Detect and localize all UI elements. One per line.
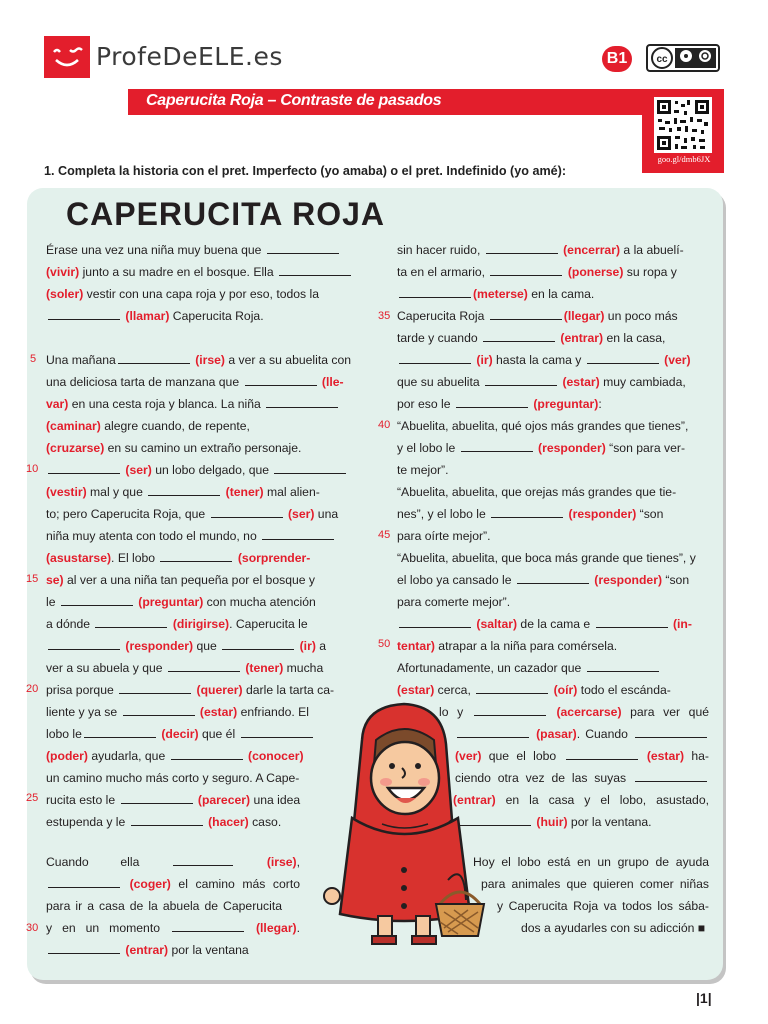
answer-blank[interactable] <box>168 662 240 672</box>
story-line: “Abuelita, abuelita, que boca más grande que tienes”, y <box>397 551 696 565</box>
line-number: 45 <box>378 529 391 541</box>
story-line: (cruzarse) en su camino un extraño personaje. <box>46 441 302 455</box>
answer-blank[interactable] <box>123 706 195 716</box>
verb-hint: (sorprender- <box>237 551 311 565</box>
verb-hint: (coger) <box>129 877 171 891</box>
verb-hint: (entrar) <box>125 943 169 957</box>
story-line: (estar) cerca, (oír) todo el escánda- <box>397 683 671 697</box>
answer-blank[interactable] <box>483 332 555 342</box>
verb-hint: (vestir) <box>46 485 87 499</box>
story-line: to; pero Caperucita Roja, que (ser) una <box>46 507 339 521</box>
verb-hint: (preguntar) <box>138 595 204 609</box>
verb-hint: (hacer) <box>208 815 249 829</box>
story-line: (meterse) en la cama. <box>397 287 594 301</box>
story-line: liente y ya se (estar) enfriando. El <box>46 705 310 719</box>
story-line: Hoy el lobo está en un grupo de ayuda <box>473 855 709 869</box>
answer-blank[interactable] <box>461 442 533 452</box>
story-line: Afortunadamente, un cazador que <box>397 661 661 675</box>
verb-hint: (ser) <box>288 507 315 521</box>
verb-hint: (pasar) <box>536 727 577 741</box>
answer-blank[interactable] <box>171 750 243 760</box>
line-number: 5 <box>30 353 37 365</box>
answer-blank[interactable] <box>211 508 283 518</box>
verb-hint: (estar) <box>199 705 238 719</box>
verb-hint: (responder) <box>125 639 194 653</box>
story-line: (entrar) en la casa y el lobo, asustado, <box>453 793 709 807</box>
answer-blank[interactable] <box>587 354 659 364</box>
story-line: prisa porque (querer) darle la tarta ca- <box>46 683 335 697</box>
answer-blank[interactable] <box>48 878 120 888</box>
story-line: “Abuelita, abuelita, qué ojos más grandes que tienes”, <box>397 419 689 433</box>
story-line: (saltar) de la cama e (in- <box>397 617 692 631</box>
verb-hint: (ir) <box>299 639 316 653</box>
story-line: Una mañana (irse) a ver a su abuelita con <box>46 353 352 367</box>
story-line: ver a su abuela y que (tener) mucha <box>46 661 324 675</box>
verb-hint: (vivir) <box>46 265 80 279</box>
story-line: ta en el armario, (ponerse) su ropa y <box>397 265 677 279</box>
verb-hint: (estar) <box>397 683 435 697</box>
verb-hint: (ir) <box>476 353 493 367</box>
answer-blank[interactable] <box>399 288 471 298</box>
level-badge: B1 <box>602 46 632 72</box>
story-line: (llamar) Caperucita Roja. <box>46 309 264 323</box>
verb-hint: (tener) <box>225 485 264 499</box>
answer-blank[interactable] <box>121 794 193 804</box>
line-number: 10 <box>26 463 39 475</box>
story-line: sin hacer ruido, (encerrar) a la abuelí- <box>397 243 684 257</box>
story-line: te mejor”. <box>397 463 449 477</box>
story-line: tentar) atrapar a la niña para comérsela. <box>397 639 618 653</box>
answer-blank[interactable] <box>279 266 351 276</box>
answer-blank[interactable] <box>399 618 471 628</box>
svg-text:cc: cc <box>656 54 668 65</box>
story-line: niña muy atenta con todo el mundo, no <box>46 529 336 543</box>
answer-blank[interactable] <box>148 486 220 496</box>
smile-icon <box>44 36 90 78</box>
answer-blank[interactable] <box>490 310 562 320</box>
line-number: 35 <box>378 310 391 322</box>
verb-hint: (tener) <box>245 661 284 675</box>
story-line: (vivir) junto a su madre en el bosque. Ella <box>46 265 353 279</box>
verb-hint: (ser) <box>125 463 152 477</box>
story-line: (ser) un lobo delgado, que <box>46 463 348 477</box>
story-line: (poder) ayudarla, que (conocer) <box>46 749 304 763</box>
verb-hint: (saltar) <box>476 617 518 631</box>
story-line: y Caperucita Roja va todos los sába- <box>497 899 709 913</box>
story-line: var) en una cesta roja y blanca. La niña <box>46 397 340 411</box>
story-line: (huir) por la ventana. <box>457 815 709 829</box>
verb-hint: (poder) <box>46 749 88 763</box>
qr-url[interactable]: goo.gl/dmb6JX <box>657 154 711 164</box>
story-line: (ver) que el lobo (estar) ha- <box>455 749 709 763</box>
story-line: que su abuelita (estar) muy cambiada, <box>397 375 686 389</box>
story-line: (asustarse). El lobo (sorprender- <box>46 551 311 565</box>
story-line: (pasar). Cuando <box>455 727 709 741</box>
story-line: “Abuelita, abuelita, que orejas más grandes que tie- <box>397 485 677 499</box>
verb-hint: (ponerse) <box>567 265 624 279</box>
verb-hint: (llegar) <box>563 309 605 323</box>
verb-hint: (oír) <box>553 683 578 697</box>
brand-logo <box>44 36 90 78</box>
verb-hint: (lle- <box>321 375 344 389</box>
answer-blank[interactable] <box>587 662 659 672</box>
story-line: rucita esto le (parecer) una idea <box>46 793 301 807</box>
verb-hint: (ver) <box>664 353 691 367</box>
answer-blank[interactable] <box>245 376 317 386</box>
little-red-riding-hood-illustration <box>312 700 492 946</box>
answer-blank[interactable] <box>266 398 338 408</box>
verb-hint: (in- <box>672 617 692 631</box>
story-line: (responder) que (ir) a <box>46 639 326 653</box>
story-line: (ir) hasta la cama y (ver) <box>397 353 691 367</box>
line-number: 40 <box>378 419 391 431</box>
story-line: para ir a casa de la abuela de Caperucita <box>46 899 282 913</box>
story-line: a dónde (dirigirse). Caperucita le <box>46 617 308 631</box>
verb-hint: (responder) <box>594 573 663 587</box>
story-line: (vestir) mal y que (tener) mal alien- <box>46 485 320 499</box>
story-line: (coger) el camino más corto <box>46 877 300 891</box>
story-line: tarde y cuando (entrar) en la casa, <box>397 331 666 345</box>
line-number: 15 <box>26 573 39 585</box>
verb-hint: (asustarse) <box>46 551 112 565</box>
answer-blank[interactable] <box>119 684 191 694</box>
story-line: para comerte mejor”. <box>397 595 511 609</box>
verb-hint: (caminar) <box>46 419 101 433</box>
qr-code-icon[interactable] <box>654 97 712 153</box>
verb-hint: (preguntar) <box>533 397 599 411</box>
verb-hint: (cruzarse) <box>46 441 105 455</box>
story-line: (soler) vestir con una capa roja y por eso, todos la <box>46 287 320 301</box>
verb-hint: (estar) <box>646 749 685 763</box>
answer-blank[interactable] <box>131 816 203 826</box>
answer-blank[interactable] <box>491 508 563 518</box>
verb-hint: (entrar) <box>453 793 496 807</box>
verb-hint: (encerrar) <box>563 243 621 257</box>
story-line: estupenda y le (hacer) caso. <box>46 815 282 829</box>
answer-blank[interactable] <box>476 684 548 694</box>
verb-hint: (irse) <box>266 855 297 869</box>
story-line: un camino mucho más corto y seguro. A Cape- <box>46 771 300 785</box>
verb-hint: (meterse) <box>473 287 528 301</box>
answer-blank[interactable] <box>241 728 313 738</box>
verb-hint: se) <box>46 573 64 587</box>
story-line: Caperucita Roja (llegar) un poco más <box>397 309 678 323</box>
verb-hint: (soler) <box>46 287 84 301</box>
story-line: lo y (acercarse) para ver qué <box>439 705 710 719</box>
story-line: lobo le (decir) que él <box>46 727 315 741</box>
page-number: |1| <box>696 990 712 1006</box>
line-number: 50 <box>378 638 391 650</box>
line-number: 20 <box>26 683 39 695</box>
story-line: le (preguntar) con mucha atención <box>46 595 316 609</box>
answer-blank[interactable] <box>456 398 528 408</box>
story-line: Érase una vez una niña muy buena que <box>46 243 341 257</box>
story-line: para animales que quieren comer niñas <box>481 877 709 891</box>
brand-name: ProfeDeELE.es <box>96 42 283 71</box>
answer-blank[interactable] <box>267 244 339 254</box>
instruction: 1. Completa la historia con el pret. Imperfecto (yo amaba) o el pret. Indefinido (yo amé): <box>44 164 567 178</box>
answer-blank[interactable] <box>118 354 190 364</box>
story-line: una deliciosa tarta de manzana que (lle- <box>46 375 344 389</box>
answer-blank[interactable] <box>635 728 707 738</box>
verb-hint: (entrar) <box>560 331 604 345</box>
story-line: (caminar) alegre cuando, de repente, <box>46 419 250 433</box>
answer-blank[interactable] <box>61 596 133 606</box>
answer-blank[interactable] <box>596 618 668 628</box>
answer-blank[interactable] <box>485 376 557 386</box>
cc-by-sa-icon <box>646 44 720 72</box>
story-line: Cuando ella (irse), <box>46 855 301 869</box>
verb-hint: (responder) <box>538 441 606 455</box>
story-line: por eso le (preguntar): <box>397 397 602 411</box>
answer-blank[interactable] <box>274 464 346 474</box>
answer-blank[interactable] <box>173 856 233 866</box>
verb-hint: (responder) <box>568 507 637 521</box>
answer-blank[interactable] <box>95 618 167 628</box>
answer-blank[interactable] <box>48 464 120 474</box>
story-line: y en un momento (llegar). <box>46 921 301 935</box>
story-line: para oírte mejor”. <box>397 529 491 543</box>
verb-hint: (huir) <box>536 815 568 829</box>
answer-blank[interactable] <box>399 354 471 364</box>
verb-hint: (llamar) <box>125 309 170 323</box>
verb-hint: var) <box>46 397 69 411</box>
verb-hint: (estar) <box>562 375 600 389</box>
answer-blank[interactable] <box>172 922 244 932</box>
answer-blank[interactable] <box>84 728 156 738</box>
verb-hint: (ver) <box>455 749 482 763</box>
answer-blank[interactable] <box>48 310 120 320</box>
verb-hint: (irse) <box>195 353 225 367</box>
story-line: nes”, y el lobo le (responder) “son <box>397 507 664 521</box>
answer-blank[interactable] <box>48 640 120 650</box>
story-title: CAPERUCITA ROJA <box>66 196 386 232</box>
answer-blank[interactable] <box>517 574 589 584</box>
verb-hint: (querer) <box>196 683 243 697</box>
answer-blank[interactable] <box>262 530 334 540</box>
worksheet-title: Caperucita Roja – Contraste de pasados <box>146 92 442 109</box>
answer-blank[interactable] <box>48 944 120 954</box>
answer-blank[interactable] <box>486 244 558 254</box>
story-line: y el lobo le (responder) “son para ver- <box>397 441 686 455</box>
answer-blank[interactable] <box>160 552 232 562</box>
verb-hint: (parecer) <box>197 793 251 807</box>
answer-blank[interactable] <box>490 266 562 276</box>
story-line: ciendo otra vez de las suyas <box>455 771 709 785</box>
answer-blank[interactable] <box>635 772 707 782</box>
verb-hint: (llegar) <box>255 921 297 935</box>
story-line: (entrar) por la ventana <box>46 943 249 957</box>
line-number: 25 <box>26 792 39 804</box>
story-line: el lobo ya cansado le (responder) “son <box>397 573 690 587</box>
answer-blank[interactable] <box>566 750 638 760</box>
verb-hint: tentar) <box>397 639 435 653</box>
story-line: se) al ver a una niña tan pequeña por el bosque y <box>46 573 316 587</box>
verb-hint: (acercarse) <box>556 705 622 719</box>
line-number: 30 <box>26 922 39 934</box>
story-line: dos a ayudarles con su adicción ■ <box>521 921 706 935</box>
answer-blank[interactable] <box>222 640 294 650</box>
verb-hint: (dirigirse) <box>172 617 230 631</box>
verb-hint: (decir) <box>161 727 199 741</box>
verb-hint: (conocer) <box>248 749 304 763</box>
